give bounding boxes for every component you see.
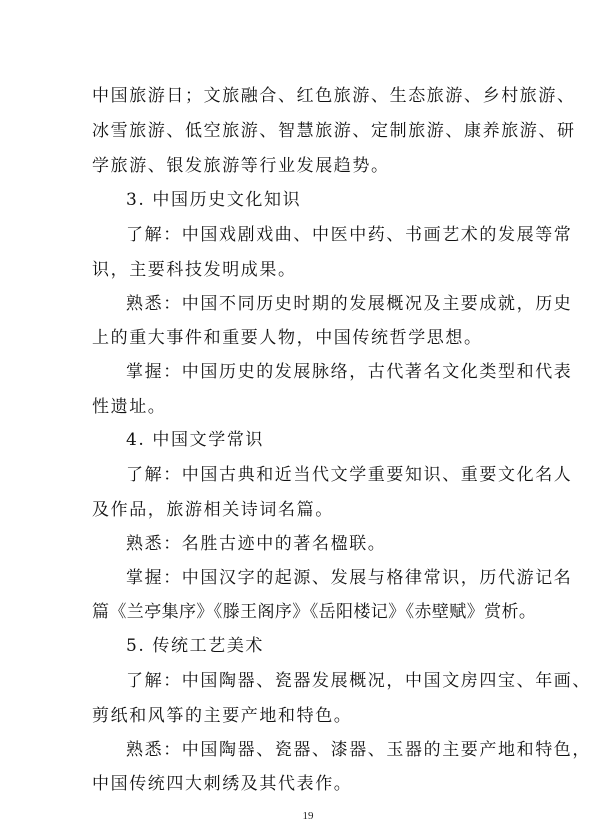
body-line: 学旅游、银发旅游等行业发展趋势。 [92,156,390,176]
body-line: 掌握：中国汉字的起源、发展与格律常识，历代游记名 [126,568,573,588]
page-number: 19 [302,810,314,822]
body-line: 中国传统四大刺绣及其代表作。 [92,774,353,794]
section-heading: 5. 传统工艺美术 [126,636,265,656]
body-line: 了解：中国戏剧戏曲、中医中药、书画艺术的发展等常 [126,225,573,245]
body-line: 篇《兰亭集序》《滕王阁序》《岳阳楼记》《赤壁赋》赏析。 [92,602,537,622]
body-line: 性遗址。 [92,397,167,417]
section-heading: 3. 中国历史文化知识 [126,190,302,210]
body-line: 上的重大事件和重要人物，中国传统哲学思想。 [92,328,483,348]
body-line: 熟悉：中国陶器、瓷器、漆器、玉器的主要产地和特色， [126,740,591,760]
body-line: 识，主要科技发明成果。 [92,260,297,280]
body-line: 熟悉：中国不同历史时期的发展概况及主要成就，历史 [126,294,573,314]
body-line: 冰雪旅游、低空旅游、智慧旅游、定制旅游、康养旅游、研 [92,121,576,141]
section-heading: 4. 中国文学常识 [126,430,265,450]
body-line: 剪纸和风筝的主要产地和特色。 [92,706,353,726]
body-line: 及作品，旅游相关诗词名篇。 [92,500,334,520]
body-line: 中国旅游日；文旅融合、红色旅游、生态旅游、乡村旅游、 [92,86,576,106]
body-line: 熟悉：名胜古迹中的著名楹联。 [126,534,387,554]
body-line: 掌握：中国历史的发展脉络，古代著名文化类型和代表 [126,362,573,382]
body-line: 了解：中国古典和近当代文学重要知识、重要文化名人 [126,465,573,485]
body-line: 了解：中国陶器、瓷器发展概况，中国文房四宝、年画、 [126,671,591,691]
